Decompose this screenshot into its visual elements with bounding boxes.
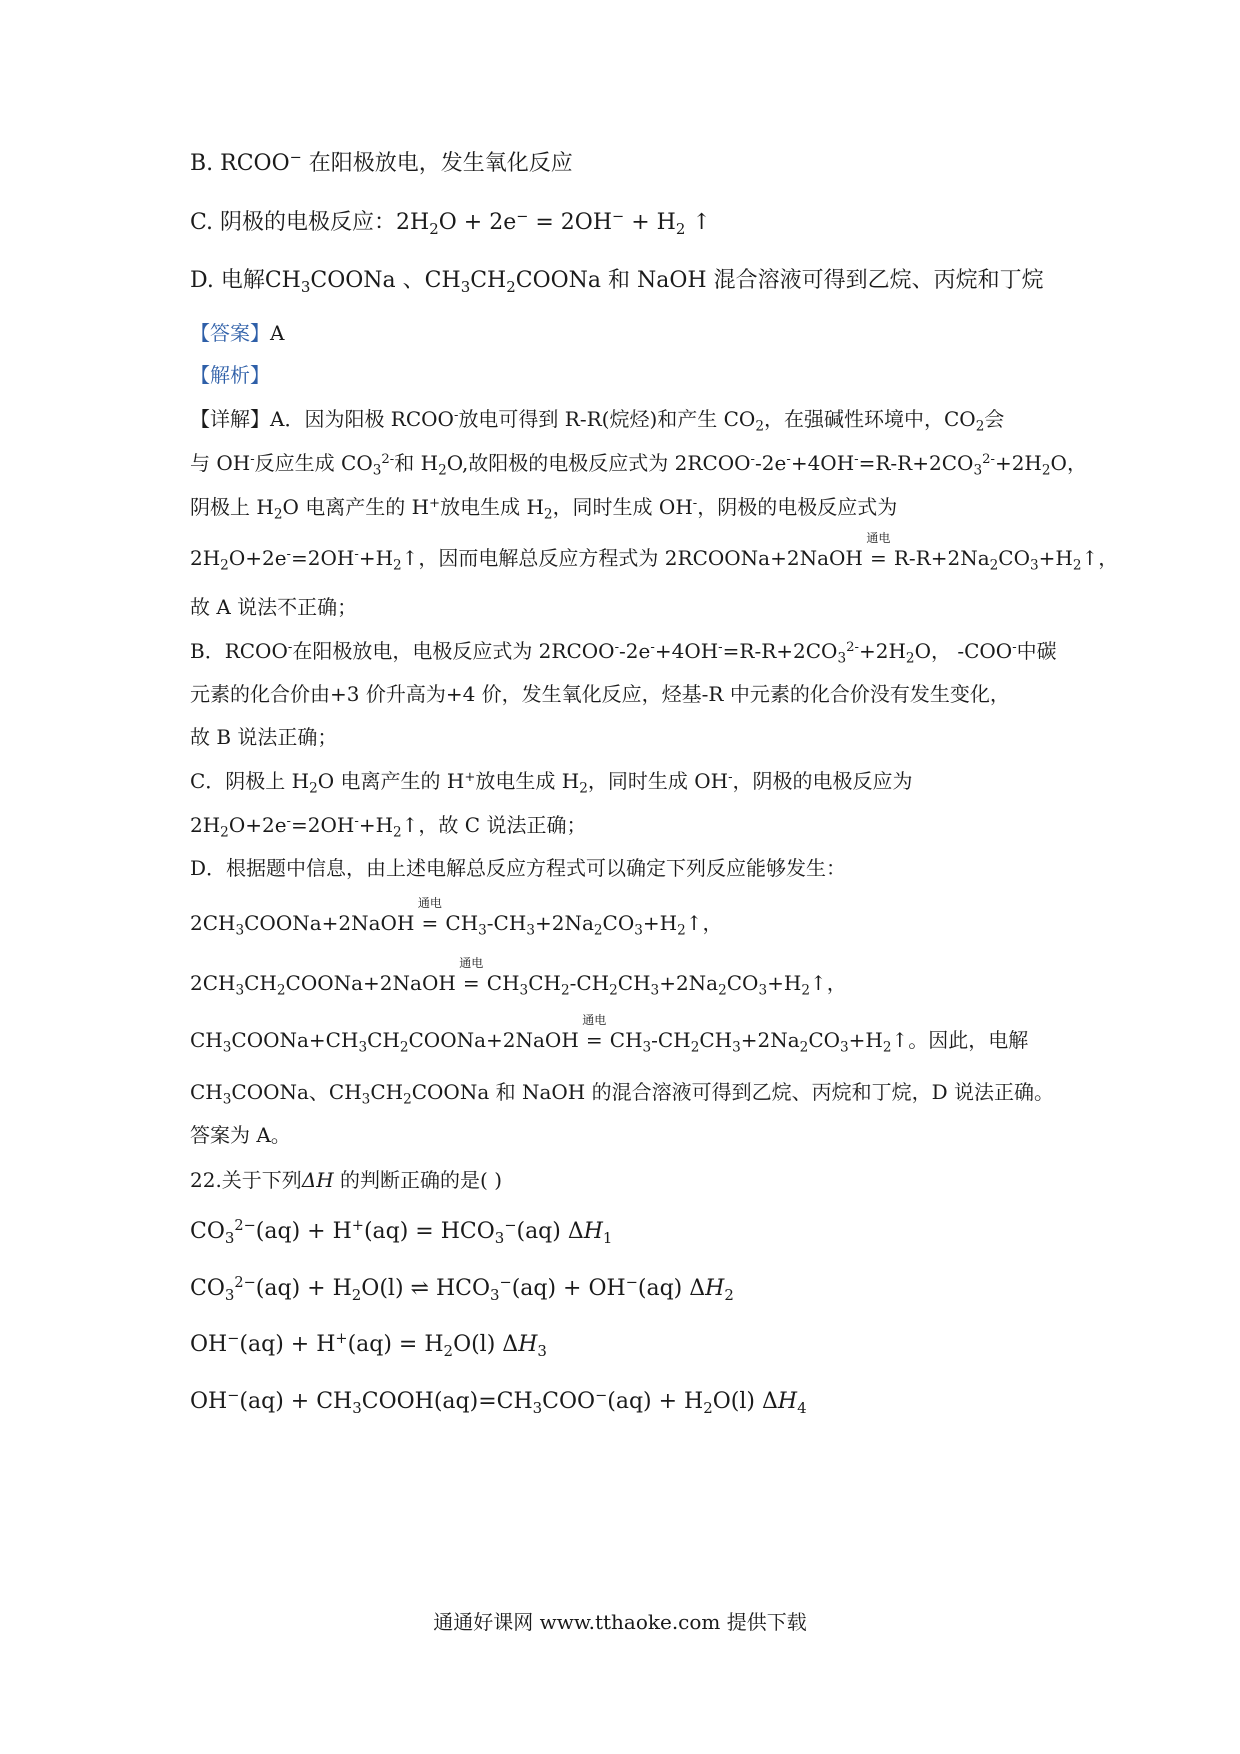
detail-line-6 (190, 636, 1057, 666)
subscript: 2 (677, 922, 686, 939)
superscript: - (650, 639, 655, 655)
text-run: ，同时生成 OH (587, 769, 729, 793)
text-run: (aq) Δ (637, 1276, 706, 1301)
superscript: − (625, 1275, 638, 1292)
superscript: - (614, 639, 620, 655)
superscript: − (499, 1275, 512, 1292)
text-run: COONa+2NaOH (244, 911, 415, 935)
text-run: ，在强碱性环境中，CO (764, 407, 976, 431)
text-run: O+2e (228, 813, 287, 837)
reaction-condition (459, 955, 484, 998)
text-run: 故 A 说法不正确； (190, 595, 358, 619)
subscript: 2 (403, 1091, 412, 1108)
text-run: 2H (190, 546, 221, 570)
text-run: C．阴极上 H (190, 769, 310, 793)
superscript: − (227, 1388, 240, 1405)
subscript: 2 (351, 1285, 362, 1304)
subscript: 3 (526, 922, 535, 939)
text-run: = 2OH (528, 210, 613, 235)
text-run: +H (358, 813, 394, 837)
subscript: 2 (276, 982, 286, 999)
text-run: ，同时生成 OH (552, 495, 693, 519)
text-run: -CH (569, 971, 610, 995)
subscript: 3 (634, 922, 643, 939)
text-run: ↑， (685, 911, 723, 935)
subscript: 2 (609, 982, 618, 999)
text-run: COONa 和 NaOH 的混合溶液可得到乙烷、丙烷和丁烷，D 说法正确。 (411, 1080, 1054, 1104)
subscript: 4 (797, 1398, 807, 1417)
text-run: 阴极上 H (190, 495, 274, 519)
text-run: CH (528, 971, 561, 995)
text-run: A (270, 321, 285, 345)
text-run: +4OH (654, 639, 719, 663)
detail-line-11 (190, 853, 846, 883)
condition-label: 通电 (417, 895, 442, 910)
text-run: +H (767, 971, 802, 995)
text-run: (aq) = H (347, 1332, 444, 1357)
superscript: - (1012, 639, 1017, 655)
superscript: - (286, 813, 292, 829)
subscript: 3 (532, 1398, 543, 1417)
superscript: + (351, 1218, 364, 1235)
superscript: - (692, 495, 698, 511)
detail-line-4 (190, 530, 1119, 574)
text-run: COOH(aq)=CH (361, 1389, 533, 1414)
text-run: COONa+2NaOH (285, 971, 456, 995)
equals-sign: = (869, 546, 887, 570)
detail-line-3 (190, 492, 897, 522)
text-run: 中碳 (1016, 639, 1057, 663)
subscript: 2 (755, 418, 764, 435)
subscript: 3 (235, 922, 245, 939)
text-run: D. 电解CH (190, 268, 301, 293)
subscript: 3 (1029, 557, 1039, 574)
text-run: (aq) + H (607, 1389, 704, 1414)
text-run: 故 B 说法正确； (190, 725, 338, 749)
page-footer: 通通好课网 www.tthaoke.com 提供下载 (433, 1610, 807, 1634)
superscript: − (516, 209, 529, 226)
superscript: 2- (381, 451, 395, 467)
subscript: 3 (372, 462, 382, 479)
subscript: 3 (361, 1091, 371, 1108)
subscript: 3 (224, 1285, 235, 1304)
text-run: C. 阴极的电极反应：2H (190, 210, 430, 235)
text-run: (aq) + H (255, 1276, 352, 1301)
text-run: +2H (994, 451, 1042, 475)
superscript: - (453, 407, 459, 423)
text-run: ，阴极的电极反应式为 (697, 495, 898, 519)
equation-3 (190, 1330, 547, 1360)
superscript: − (289, 150, 302, 167)
subscript: 2 (438, 462, 447, 479)
subscript: 3 (358, 1039, 368, 1056)
text-run: +H (848, 1028, 883, 1052)
detail-line-5 (190, 592, 357, 622)
subscript: 2 (429, 219, 439, 238)
text-run: O 电离产生的 H (282, 495, 430, 519)
equation-2 (190, 1274, 734, 1304)
text-run: B．RCOO (190, 639, 288, 663)
subscript: 3 (732, 1039, 741, 1056)
subscript: 3 (973, 462, 983, 479)
text-run: 放电生成 H (440, 495, 544, 519)
equals-sign: = (585, 1028, 603, 1052)
text-run: =R-R+2CO (722, 639, 838, 663)
text-run: CH (699, 1028, 733, 1052)
subscript: 2 (799, 1039, 809, 1056)
superscript: − (504, 1218, 517, 1235)
text-run: COONa、CH (231, 1080, 362, 1104)
subscript: 3 (460, 277, 471, 296)
superscript: - (786, 451, 791, 467)
subscript: 3 (494, 1228, 505, 1247)
text-run: OH (190, 1332, 228, 1357)
subscript: 2 (579, 780, 588, 797)
detail-line-15 (190, 1077, 1054, 1107)
text-run: +2H (858, 639, 906, 663)
subscript: 3 (758, 982, 768, 999)
text-run: CO (190, 1276, 225, 1301)
detail-line-2 (190, 448, 1087, 478)
text-run: 的判断正确的是( ) (333, 1168, 503, 1192)
text-run: +2Na (534, 911, 594, 935)
subscript: 2 (905, 650, 915, 667)
text-run: B. RCOO (190, 151, 290, 176)
subscript: 2 (801, 982, 810, 999)
text-run: 和 H (394, 451, 439, 475)
text-run: ↑，故 C 说法正确； (401, 813, 587, 837)
condition-label: 通电 (866, 530, 891, 545)
text-run: -CH (651, 1028, 691, 1052)
text-run: COONa+2NaOH (408, 1028, 579, 1052)
subscript: 3 (222, 1091, 232, 1108)
text-run: -CH (486, 911, 527, 935)
text-run: (aq) + OH (511, 1276, 626, 1301)
detail-line-1 (190, 404, 1004, 434)
text-run: =R-R+2CO (858, 451, 974, 475)
superscript: - (287, 639, 293, 655)
text-run: ↑。因此，电解 (891, 1028, 1029, 1052)
subscript: 2 (724, 1285, 734, 1304)
text-run: =2OH (291, 546, 355, 570)
text-run: +2Na (659, 971, 719, 995)
text-run: CO (808, 1028, 841, 1052)
subscript: 2 (399, 1039, 409, 1056)
text-run: CH (609, 1028, 643, 1052)
subscript: 2 (690, 1039, 700, 1056)
subscript: 3 (490, 1285, 500, 1304)
text-run: COONa 和 NaOH 混合溶液可得到乙烷、丙烷和丁烷 (515, 268, 1044, 293)
text-run: CH (367, 1028, 400, 1052)
text-run: 答案为 A。 (190, 1123, 291, 1147)
subscript: 2 (393, 557, 402, 574)
subscript: 2 (675, 219, 686, 238)
subscript: 3 (650, 982, 660, 999)
subscript: 2 (506, 277, 516, 296)
text-run: (aq) + CH (239, 1389, 353, 1414)
math-symbol: H (518, 1332, 538, 1357)
equation-4 (190, 1387, 807, 1417)
answer-label (190, 318, 284, 348)
superscript: - (718, 639, 723, 655)
subscript: 3 (519, 982, 529, 999)
text-run: COONa 、CH (310, 268, 461, 293)
subscript: 2 (593, 922, 603, 939)
superscript: - (250, 451, 255, 467)
text-run: O， -COO (914, 639, 1013, 663)
subscript: 3 (840, 1039, 849, 1056)
section-tag: 【答案】 (190, 321, 270, 345)
subscript: 2 (309, 780, 318, 797)
reaction-condition (582, 1012, 607, 1055)
subscript: 2 (1041, 462, 1051, 479)
detail-line-8 (190, 722, 337, 752)
text-run: OH (190, 1389, 228, 1414)
text-run: CO (726, 971, 759, 995)
text-run: (aq) + H (255, 1219, 352, 1244)
text-run: +4OH (790, 451, 855, 475)
detail-line-7 (190, 679, 1010, 709)
subscript: 2 (718, 982, 727, 999)
superscript: + (464, 769, 476, 785)
subscript: 2 (443, 1341, 454, 1360)
subscript: 2 (560, 982, 570, 999)
subscript: 2 (989, 557, 999, 574)
equation-1 (190, 1217, 612, 1247)
text-run: CH (190, 1080, 223, 1104)
text-run: 放电生成 H (475, 769, 580, 793)
text-run: (aq) Δ (516, 1219, 584, 1244)
subscript: 3 (537, 1341, 547, 1360)
text-run: 与 OH (190, 451, 251, 475)
superscript: − (612, 209, 625, 226)
text-run: CH (370, 1080, 404, 1104)
math-symbol: H (705, 1276, 725, 1301)
subscript: 1 (602, 1228, 613, 1247)
superscript: + (335, 1331, 348, 1348)
text-run: COONa+CH (231, 1028, 359, 1052)
text-run: O 电离产生的 H (317, 769, 465, 793)
analysis-label (190, 360, 270, 390)
subscript: 2 (220, 824, 229, 841)
text-run: (aq) + H (239, 1332, 336, 1357)
text-run: R-R+2Na (893, 546, 990, 570)
text-run: CO (190, 1219, 225, 1244)
subscript: 3 (478, 922, 487, 939)
text-run: + H (624, 210, 676, 235)
text-run: 会 (984, 407, 1005, 431)
text-run: CH (617, 971, 651, 995)
text-run: -2e (755, 451, 787, 475)
text-run: (aq) = HCO (363, 1219, 495, 1244)
superscript: 2- (846, 639, 859, 655)
text-run: O,故阳极的电极反应式为 2RCOO (446, 451, 751, 475)
superscript: 2− (234, 1275, 256, 1292)
superscript: − (595, 1388, 608, 1405)
superscript: - (854, 451, 859, 467)
text-run: CH (470, 268, 507, 293)
text-run: 在阳极放电，电极反应式为 2RCOO (292, 639, 615, 663)
text-run: +H (1038, 546, 1073, 570)
text-run: O， (1050, 451, 1087, 475)
text-run: COO (542, 1389, 596, 1414)
subscript: 3 (352, 1398, 362, 1417)
text-run: +H (642, 911, 678, 935)
text-run: CH (244, 971, 277, 995)
text-run: O(l) Δ (453, 1332, 519, 1357)
text-run: O+2e (228, 546, 287, 570)
detail-line-13 (190, 955, 847, 999)
text-run: 2CH (190, 971, 236, 995)
text-run: +2Na (740, 1028, 800, 1052)
text-run: ↑， (1081, 546, 1119, 570)
option-d (190, 266, 1044, 296)
text-run: ↑， (809, 971, 847, 995)
subscript: 2 (975, 418, 985, 435)
question-22 (190, 1165, 502, 1195)
condition-label: 通电 (459, 955, 484, 970)
option-b (190, 149, 573, 179)
text-run: 22.关于下列 (190, 1168, 302, 1192)
superscript: - (354, 813, 359, 829)
reaction-condition (866, 530, 891, 573)
text-run: CO (998, 546, 1030, 570)
subscript: 3 (300, 277, 311, 296)
text-run: 元素的化合价由+3 价升高为+4 价，发生氧化反应，烃基-R 中元素的化合价没有发生变化， (190, 682, 1010, 706)
detail-line-16 (190, 1120, 291, 1150)
subscript: 3 (837, 650, 847, 667)
text-run: O + 2e (438, 210, 517, 235)
subscript: 3 (235, 982, 245, 999)
text-run: O(l) Δ (712, 1389, 778, 1414)
superscript: + (429, 495, 441, 511)
superscript: 2− (234, 1218, 256, 1235)
detail-line-12 (190, 895, 723, 939)
subscript: 2 (543, 506, 553, 523)
text-run: 在阳极放电，发生氧化反应 (301, 151, 573, 176)
text-run: ，阴极的电极反应为 (732, 769, 913, 793)
reaction-condition (417, 895, 442, 938)
math-symbol: H (583, 1219, 603, 1244)
text-run: -2e (619, 639, 651, 663)
text-run: +H (358, 546, 394, 570)
section-tag: 【解析】 (190, 363, 270, 387)
text-run: D．根据题中信息，由上述电解总反应方程式可以确定下列反应能够发生： (190, 856, 847, 880)
text-run: 反应生成 CO (254, 451, 373, 475)
text-run: =2OH (291, 813, 355, 837)
subscript: 2 (703, 1398, 713, 1417)
subscript: 2 (220, 557, 229, 574)
text-run: CO (602, 911, 635, 935)
equals-sign: = (421, 911, 439, 935)
subscript: 2 (882, 1039, 892, 1056)
text-run: 放电可得到 R-R(烷烃)和产生 CO (458, 407, 756, 431)
text-run: 2CH (190, 911, 236, 935)
subscript: 3 (222, 1039, 232, 1056)
text-run: 【详解】A．因为阳极 RCOO (190, 407, 454, 431)
text-run: CH (190, 1028, 223, 1052)
equals-sign: = (462, 971, 480, 995)
detail-line-14 (190, 1012, 1029, 1056)
condition-label: 通电 (582, 1012, 607, 1027)
superscript: - (728, 769, 733, 785)
text-run: CH (486, 971, 520, 995)
detail-line-9 (190, 766, 913, 796)
subscript: 2 (1072, 557, 1082, 574)
superscript: − (227, 1331, 240, 1348)
superscript: 2- (982, 451, 995, 467)
text-run: 2H (190, 813, 221, 837)
text-run: CH (445, 911, 479, 935)
superscript: - (354, 546, 359, 562)
text-run: ↑，因而电解总反应方程式为 2RCOONa+2NaOH (401, 546, 863, 570)
superscript: - (750, 451, 756, 467)
text-run: O(l) ⇌ HCO (361, 1276, 491, 1301)
math-symbol: H (777, 1389, 798, 1414)
superscript: - (286, 546, 292, 562)
text-run: ↑ (685, 210, 711, 235)
option-c (190, 208, 711, 238)
detail-line-10 (190, 810, 586, 840)
subscript: 2 (393, 824, 402, 841)
subscript: 2 (273, 506, 283, 523)
subscript: 3 (224, 1228, 235, 1247)
subscript: 3 (642, 1039, 652, 1056)
math-symbol: ΔH (301, 1168, 334, 1192)
